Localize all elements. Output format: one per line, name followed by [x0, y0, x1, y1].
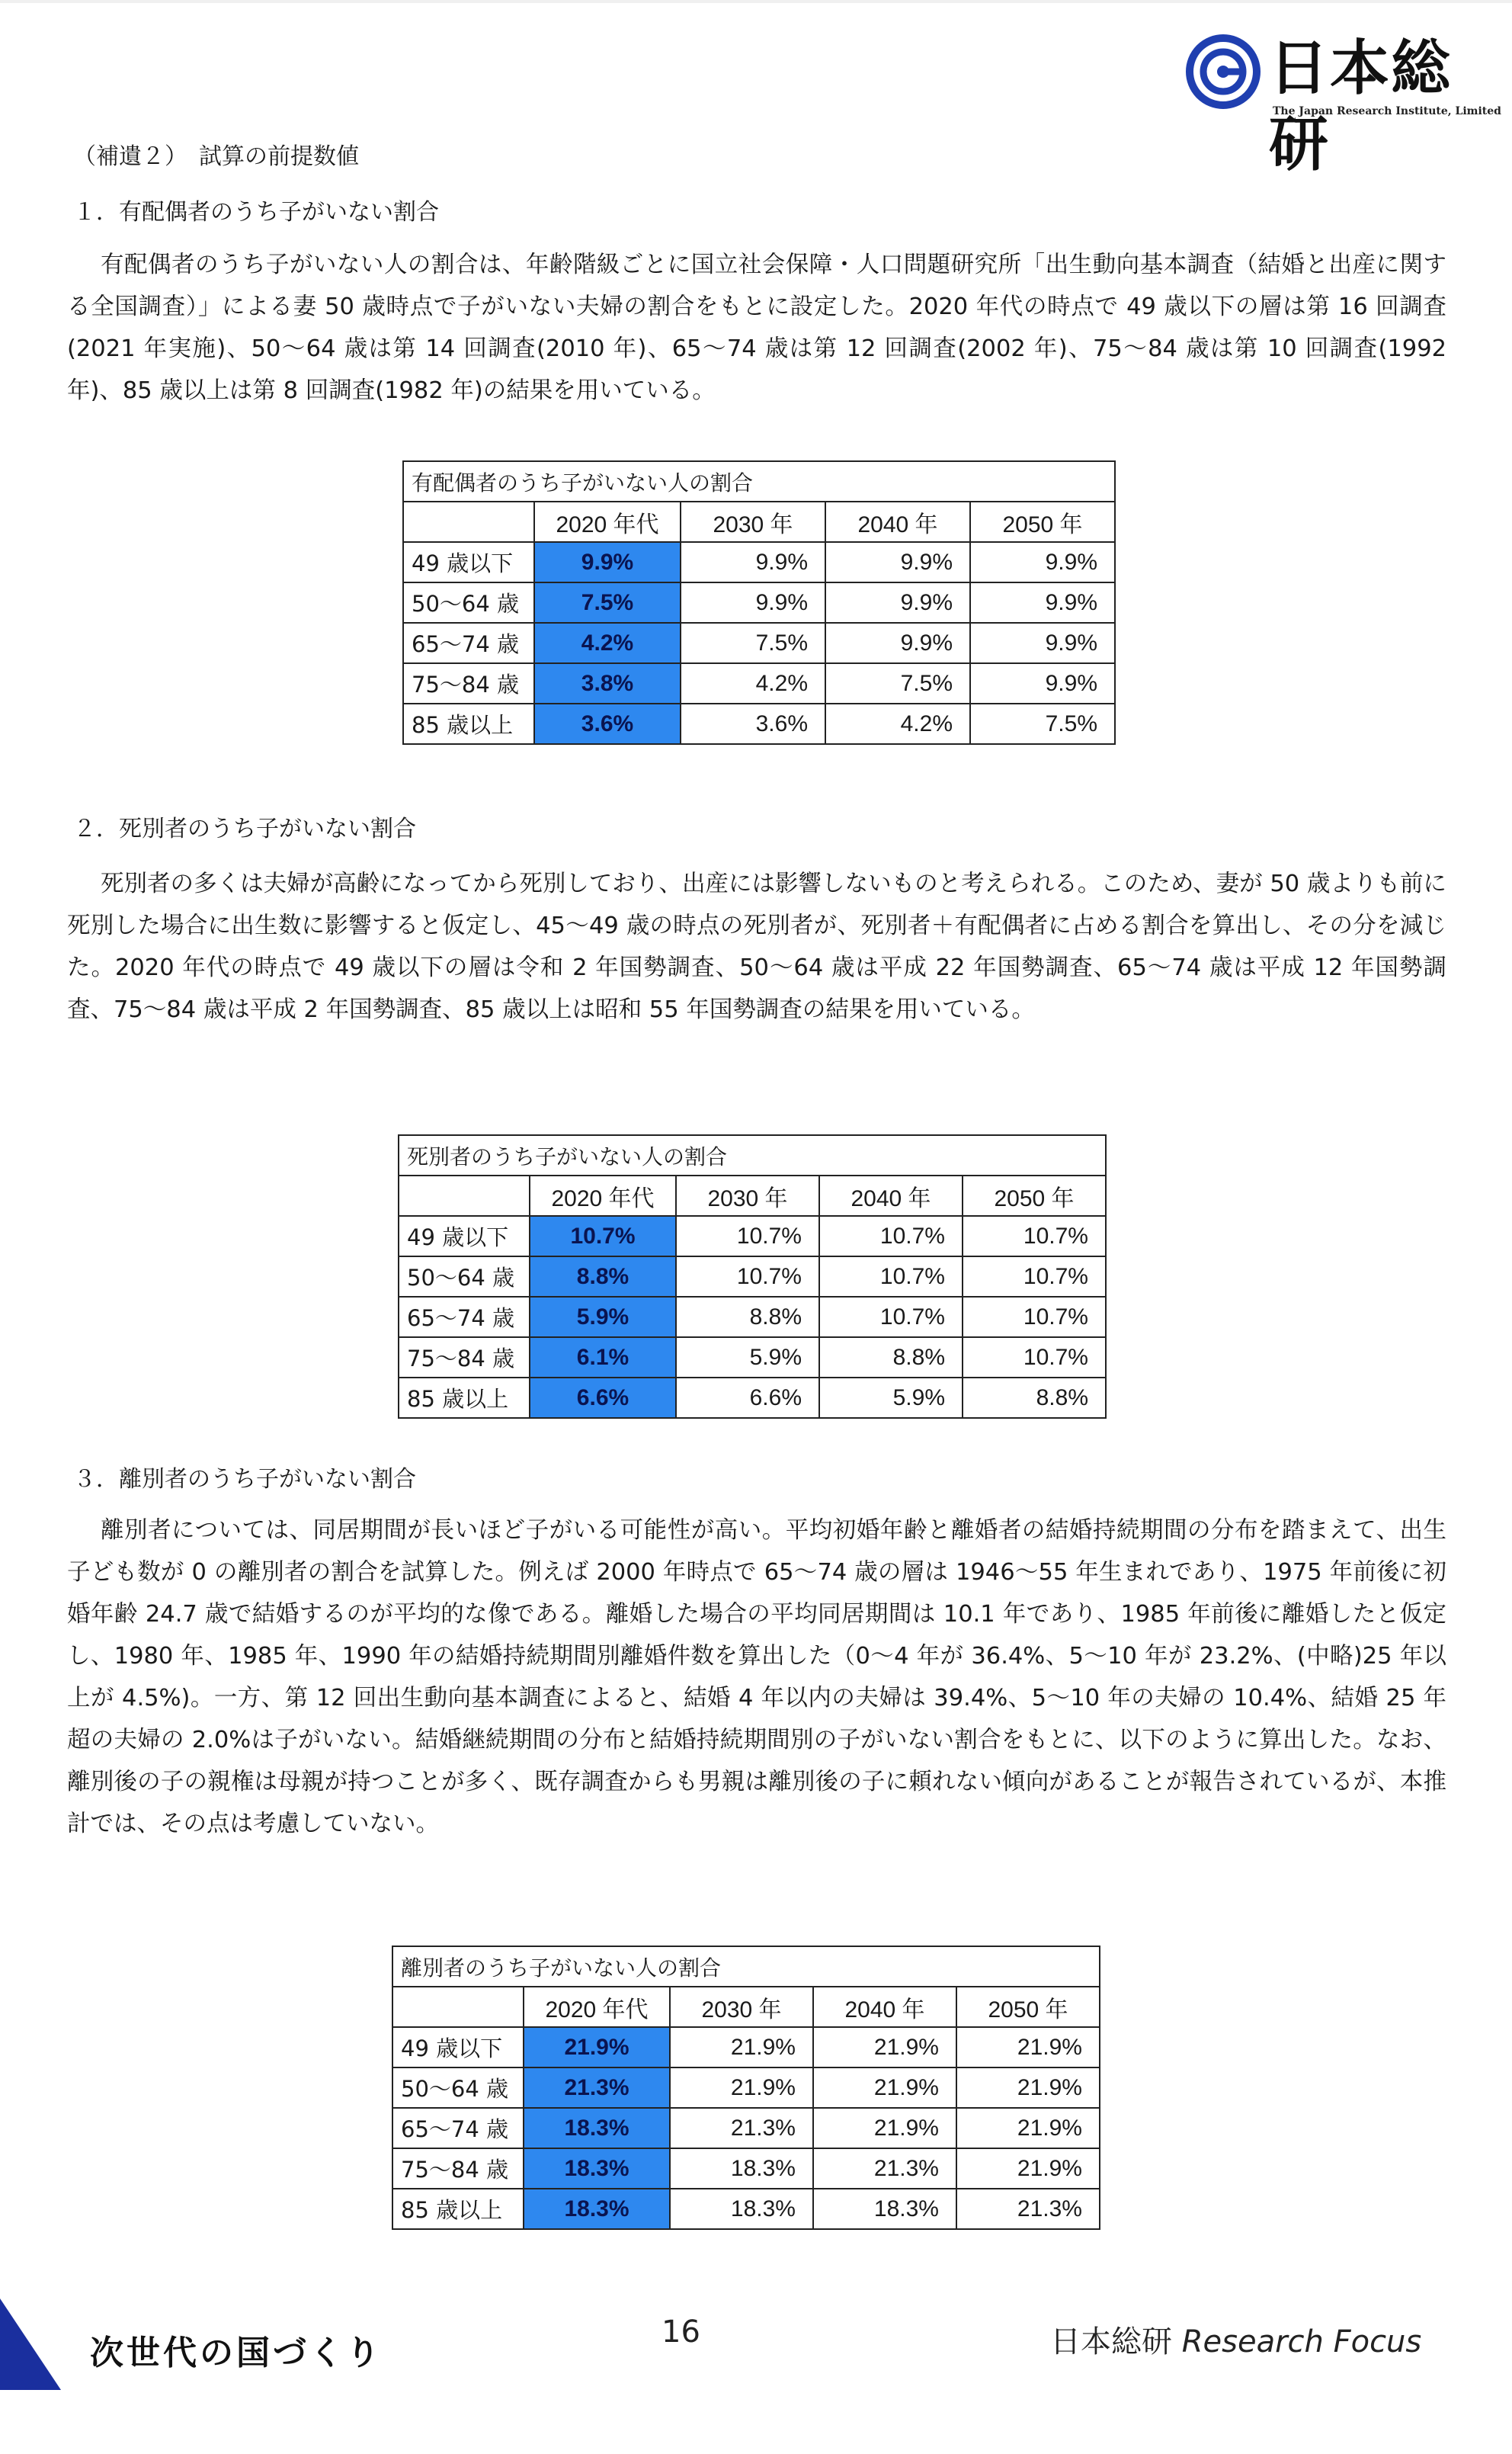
section-1-paragraph: 有配偶者のうち子がいない人の割合は、年齢階級ごとに国立社会保障・人口問題研究所「出生動向基本調査（結婚と出産に関する全国調査）」による妻 50 歳時点で子がいない夫婦の割合をもとに設定した。2020 年代の時点で 49 歳以下の層は第 16 回調査(2021 年実施)、50〜64 歳は第 14 回調査(2010 年)、65〜74 歳は第 12 回調査(2002 年)、75〜84 歳は第 10 回調査(1992 年)、85 歳以上は第 8 回調査(1982 年)の結果を用いている。 — [67, 252, 1446, 404]
table-corner-cell — [403, 502, 534, 542]
table-row — [403, 663, 1115, 704]
highlighted-cell: 10.7% — [530, 1216, 676, 1256]
supplement-title: （補遺２） 試算の前提数値 — [73, 143, 359, 170]
table-cell: 9.9% — [970, 542, 1115, 582]
table-cell: 21.3% — [813, 2148, 956, 2189]
footer-corner-mark-icon — [0, 2298, 61, 2390]
company-logo — [1185, 30, 1505, 179]
table-cell: 5.9% — [676, 1337, 819, 1378]
table-title: 死別者のうち子がいない人の割合 — [399, 1135, 1106, 1176]
table-row — [399, 1337, 1106, 1378]
table-cell: 5.9% — [819, 1378, 963, 1418]
table-cell: 21.3% — [670, 2108, 813, 2148]
table-cell: 21.9% — [956, 2108, 1100, 2148]
row-label: 49 歳以下 — [399, 1216, 530, 1256]
row-label: 75～84 歳 — [403, 663, 534, 704]
highlighted-cell: 21.3% — [524, 2067, 670, 2108]
column-header: 2020 年代 — [524, 1987, 670, 2027]
highlighted-cell: 3.6% — [534, 704, 681, 744]
row-label: 85 歳以上 — [392, 2189, 524, 2229]
row-label: 75～84 歳 — [392, 2148, 524, 2189]
table-title: 有配偶者のうち子がいない人の割合 — [403, 461, 1115, 502]
table-cell: 10.7% — [963, 1216, 1106, 1256]
jri-logo-icon — [1185, 34, 1261, 110]
footer-publication-name: Research Focus — [1181, 2324, 1422, 2359]
table-cell: 10.7% — [819, 1216, 963, 1256]
highlighted-cell: 6.6% — [530, 1378, 676, 1418]
table-cell: 18.3% — [670, 2148, 813, 2189]
table-row — [403, 582, 1115, 623]
column-header: 2040 年 — [813, 1987, 956, 2027]
table-row — [392, 2108, 1100, 2148]
table-cell: 9.9% — [825, 582, 970, 623]
table-cell: 21.9% — [813, 2108, 956, 2148]
section-1-heading: １．有配偶者のうち子がいない割合 — [73, 199, 439, 226]
table-cell: 10.7% — [963, 1297, 1106, 1337]
table-cell: 8.8% — [819, 1337, 963, 1378]
table-cell: 9.9% — [681, 582, 825, 623]
table-cell: 9.9% — [825, 542, 970, 582]
highlighted-cell: 7.5% — [534, 582, 681, 623]
table-cell: 9.9% — [970, 582, 1115, 623]
highlighted-cell: 21.9% — [524, 2027, 670, 2067]
table-row — [392, 2027, 1100, 2067]
table-cell: 8.8% — [676, 1297, 819, 1337]
logo-wordmark: 日本総研 — [1269, 34, 1453, 179]
table-cell: 7.5% — [970, 704, 1115, 744]
row-label: 65～74 歳 — [403, 623, 534, 663]
row-label: 85 歳以上 — [403, 704, 534, 744]
logo-subtitle: The Japan Research Institute, Limited — [1273, 105, 1501, 117]
table-divorced-childless — [392, 1946, 1100, 2230]
column-header: 2020 年代 — [530, 1176, 676, 1216]
table-row — [392, 2189, 1100, 2229]
table-cell: 18.3% — [670, 2189, 813, 2229]
table-cell: 21.9% — [670, 2027, 813, 2067]
highlighted-cell: 9.9% — [534, 542, 681, 582]
table-cell: 10.7% — [963, 1256, 1106, 1297]
highlighted-cell: 4.2% — [534, 623, 681, 663]
table-cell: 21.9% — [956, 2067, 1100, 2108]
table-cell: 4.2% — [825, 704, 970, 744]
highlighted-cell: 18.3% — [524, 2189, 670, 2229]
row-label: 65～74 歳 — [392, 2108, 524, 2148]
footer-series-title: 次世代の国づくり — [90, 2334, 383, 2372]
table-row — [403, 704, 1115, 744]
table-corner-cell — [392, 1987, 524, 2027]
table-cell: 21.9% — [956, 2148, 1100, 2189]
column-header: 2030 年 — [676, 1176, 819, 1216]
table-cell: 21.9% — [956, 2027, 1100, 2067]
table-cell: 9.9% — [825, 623, 970, 663]
table-cell: 21.3% — [956, 2189, 1100, 2229]
column-header: 2050 年 — [970, 502, 1115, 542]
table-row — [399, 1256, 1106, 1297]
table-married-childless — [402, 460, 1116, 745]
table-cell: 10.7% — [819, 1297, 963, 1337]
table-cell: 3.6% — [681, 704, 825, 744]
section-2-heading: ２．死別者のうち子がいない割合 — [73, 816, 416, 842]
table-cell: 10.7% — [819, 1256, 963, 1297]
row-label: 49 歳以下 — [403, 542, 534, 582]
row-label: 50～64 歳 — [403, 582, 534, 623]
table-row — [399, 1297, 1106, 1337]
footer-publication — [1050, 2318, 1421, 2361]
column-header: 2030 年 — [670, 1987, 813, 2027]
column-header: 2030 年 — [681, 502, 825, 542]
table-corner-cell — [399, 1176, 530, 1216]
table-cell: 6.6% — [676, 1378, 819, 1418]
table-row — [403, 623, 1115, 663]
section-3-paragraph: 離別者については、同居期間が長いほど子がいる可能性が高い。平均初婚年齢と離婚者の結婚持続期間の分布を踏まえて、出生子ども数が 0 の離別者の割合を試算した。例えば 2000 年時点で 65〜74 歳の層は 1946〜55 年生まれであり、1975 年前後に初婚年齢 24.7 歳で結婚するのが平均的な像である。離婚した場合の平均同居期間は 10.1 年であり、1985 年前後に離婚したと仮定し、1980 年、1985 年、1990 年の結婚持続期間別離婚件数を算出した（0〜4 年が 36.4%、5〜10 年が 23.2%、(中略)25 年以上が 4.5%)。一方、第 12 回出生動向基本調査によると、結婚 4 年以内の夫婦は 39.4%、5〜10 年の夫婦の 10.4%、結婚 25 年超の夫婦の 2.0%は子がいない。結婚継続期間の分布と結婚持続期間別の子がいない割合をもとに、以下のように算出した。なお、離別後の子の親権は母親が持つことが多く、既存調査からも男親は離別後の子に頼れない傾向があることが報告されているが、本推計では、その点は考慮していない。 — [67, 1517, 1446, 1837]
table-cell: 7.5% — [681, 623, 825, 663]
highlighted-cell: 5.9% — [530, 1297, 676, 1337]
table-title: 離別者のうち子がいない人の割合 — [392, 1946, 1100, 1987]
table-cell: 10.7% — [676, 1216, 819, 1256]
table-cell: 8.8% — [963, 1378, 1106, 1418]
column-header: 2050 年 — [963, 1176, 1106, 1216]
row-label: 75～84 歳 — [399, 1337, 530, 1378]
row-label: 50～64 歳 — [399, 1256, 530, 1297]
table-row — [403, 542, 1115, 582]
row-label: 85 歳以上 — [399, 1378, 530, 1418]
table-cell: 21.9% — [813, 2067, 956, 2108]
column-header: 2020 年代 — [534, 502, 681, 542]
column-header: 2040 年 — [819, 1176, 963, 1216]
table-cell: 10.7% — [676, 1256, 819, 1297]
table-widowed-childless — [398, 1134, 1107, 1419]
page-number: 16 — [662, 2314, 700, 2350]
table-row — [392, 2148, 1100, 2189]
table-cell: 9.9% — [970, 663, 1115, 704]
highlighted-cell: 18.3% — [524, 2148, 670, 2189]
table-row — [399, 1216, 1106, 1256]
table-cell: 21.9% — [813, 2027, 956, 2067]
highlighted-cell: 8.8% — [530, 1256, 676, 1297]
row-label: 49 歳以下 — [392, 2027, 524, 2067]
highlighted-cell: 6.1% — [530, 1337, 676, 1378]
table-cell: 9.9% — [681, 542, 825, 582]
highlighted-cell: 3.8% — [534, 663, 681, 704]
highlighted-cell: 18.3% — [524, 2108, 670, 2148]
column-header: 2040 年 — [825, 502, 970, 542]
table-cell: 7.5% — [825, 663, 970, 704]
section-3-heading: ３．離別者のうち子がいない割合 — [73, 1466, 416, 1493]
table-row — [399, 1378, 1106, 1418]
table-cell: 4.2% — [681, 663, 825, 704]
table-row — [392, 2067, 1100, 2108]
footer-publisher: 日本総研 — [1050, 2324, 1172, 2359]
row-label: 65～74 歳 — [399, 1297, 530, 1337]
row-label: 50～64 歳 — [392, 2067, 524, 2108]
table-cell: 9.9% — [970, 623, 1115, 663]
table-cell: 10.7% — [963, 1337, 1106, 1378]
page-top-edge — [0, 0, 1512, 3]
table-cell: 18.3% — [813, 2189, 956, 2229]
section-2-paragraph: 死別者の多くは夫婦が高齢になってから死別しており、出産には影響しないものと考えられる。このため、妻が 50 歳よりも前に死別した場合に出生数に影響すると仮定し、45〜49 歳の時点の死別者が、死別者＋有配偶者に占める割合を算出し、その分を減じた。2020 年代の時点で 49 歳以下の層は令和 2 年国勢調査、50〜64 歳は平成 22 年国勢調査、65〜74 歳は平成 12 年国勢調査、75〜84 歳は平成 2 年国勢調査、85 歳以上は昭和 55 年国勢調査の結果を用いている。 — [67, 871, 1446, 1023]
column-header: 2050 年 — [956, 1987, 1100, 2027]
table-cell: 21.9% — [670, 2067, 813, 2108]
